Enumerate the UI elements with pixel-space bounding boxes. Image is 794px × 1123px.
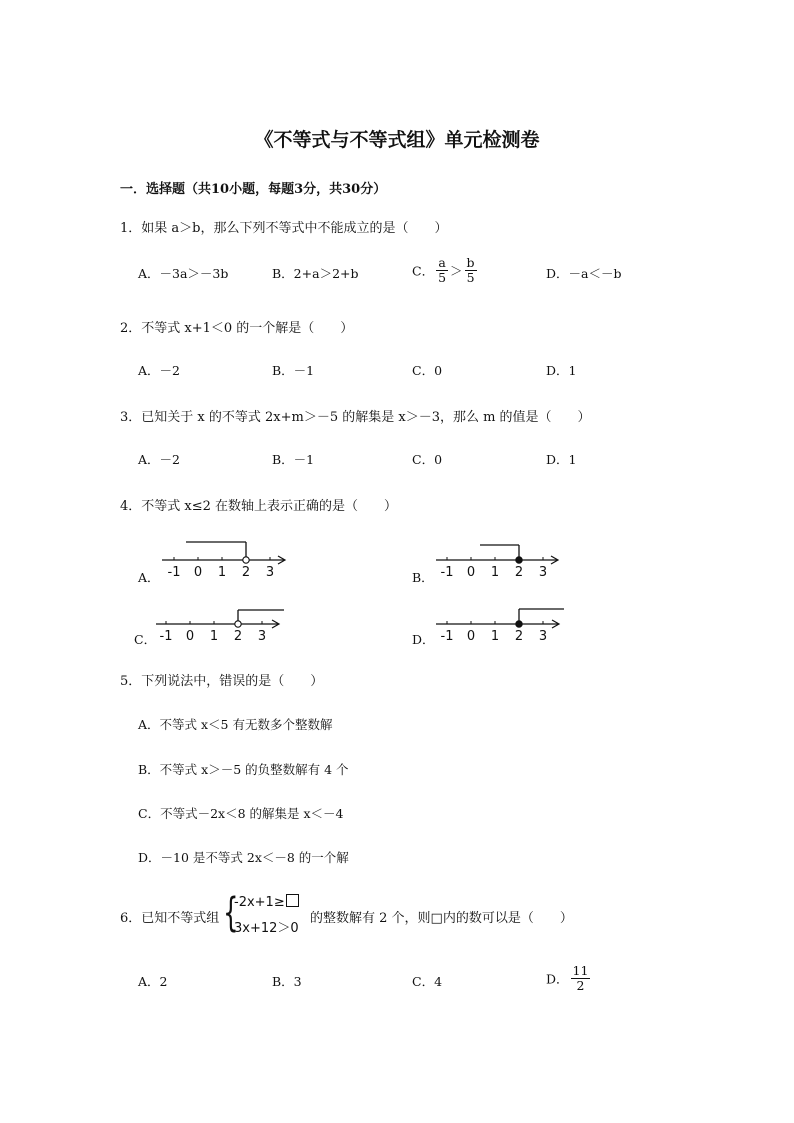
option-d-label: D．: [546, 971, 569, 987]
closed-point: [516, 621, 522, 627]
question-5-option-d: D．－10 是不等式 2x＜－8 的一个解: [138, 850, 349, 865]
section-heading: 一．选择题（共10小题，每题3分，共30分）: [120, 182, 387, 197]
fraction-denominator: 5: [438, 269, 447, 285]
tick-label: 2: [514, 565, 524, 580]
question-2-stem: 2．不等式 x+1＜0 的一个解是（ ）: [120, 321, 354, 336]
inequality-system: [218, 891, 308, 941]
question-6-option-c: C．4: [412, 974, 443, 989]
question-4-option-a-label: A．: [138, 570, 160, 585]
question-5-option-a: A．不等式 x＜5 有无数多个整数解: [138, 717, 333, 732]
fraction-numerator: b: [466, 255, 475, 270]
tick-label: -1: [440, 565, 454, 580]
tick-label: 3: [538, 629, 548, 644]
left-brace: {: [223, 890, 239, 936]
number-line-option-a: [158, 536, 293, 582]
question-4-option-b-label: B．: [412, 570, 434, 585]
question-3-option-d: D．1: [546, 452, 577, 467]
tick-label: -1: [159, 629, 173, 644]
fraction-numerator: 11: [572, 963, 589, 978]
fraction-11-over-2: [571, 964, 591, 993]
question-6-stem-after: 的整数解有 2 个，则□内的数可以是（ ）: [310, 911, 573, 926]
tick-label: 0: [185, 629, 195, 644]
question-3-option-c: C．0: [412, 452, 443, 467]
tick-label: 1: [490, 565, 500, 580]
tick-label: 3: [265, 565, 275, 580]
question-6-option-b: B．3: [272, 974, 302, 989]
question-1-option-a: A．－3a＞－3b: [138, 266, 229, 281]
system-line-1: [234, 894, 299, 910]
tick-label: 0: [466, 565, 476, 580]
fraction-denominator: 2: [576, 977, 585, 993]
system-line-1-text: -2x+1≥: [234, 895, 285, 910]
tick-label: 2: [514, 629, 524, 644]
number-line-option-c: [152, 600, 292, 646]
tick-label: 3: [257, 629, 267, 644]
open-point: [235, 621, 241, 627]
question-2-option-a: A．－2: [138, 363, 180, 378]
tick-label: 1: [217, 565, 227, 580]
question-3-option-b: B．－1: [272, 452, 315, 467]
question-1-option-b: B．2+a＞2+b: [272, 266, 359, 281]
question-3-stem: 3．已知关于 x 的不等式 2x+m＞－5 的解集是 x＞－3，那么 m 的值是（ ）: [120, 410, 591, 425]
tick-label: -1: [440, 629, 454, 644]
question-4-option-c-label: C．: [134, 632, 157, 647]
question-6-option-d: [546, 964, 592, 993]
question-1-option-c: [412, 256, 479, 285]
question-5-option-c: C．不等式－2x＜8 的解集是 x＜－4: [138, 806, 344, 821]
fraction-denominator: 5: [466, 269, 475, 285]
question-6-stem-before: 6．已知不等式组: [120, 911, 220, 926]
system-line-2: 3x+12＞0: [234, 921, 299, 936]
question-3-option-a: A．－2: [138, 452, 180, 467]
question-6-option-a: A．2: [138, 974, 168, 989]
page-title: 《不等式与不等式组》单元检测卷: [254, 129, 540, 151]
question-5-stem: 5．下列说法中，错误的是（ ）: [120, 674, 324, 689]
tick-label: 1: [490, 629, 500, 644]
number-line-option-d: [432, 600, 572, 646]
tick-label: -1: [167, 565, 181, 580]
tick-label: 3: [538, 565, 548, 580]
option-c-label: C．: [412, 263, 435, 279]
question-1-stem: 1．如果 a＞b，那么下列不等式中不能成立的是（ ）: [120, 221, 448, 236]
question-2-option-b: B．－1: [272, 363, 315, 378]
question-2-option-c: C．0: [412, 363, 443, 378]
question-4-stem: 4．不等式 x≤2 在数轴上表示正确的是（ ）: [120, 499, 398, 514]
relation-symbol: ＞: [450, 263, 463, 279]
fraction-a-over-5: [436, 256, 448, 285]
open-point: [243, 557, 249, 563]
tick-label: 0: [193, 565, 203, 580]
closed-point: [516, 557, 522, 563]
question-1-option-d: D．－a＜－b: [546, 266, 622, 281]
tick-label: 0: [466, 629, 476, 644]
question-2-option-d: D．1: [546, 363, 577, 378]
question-5-option-b: B．不等式 x＞－5 的负整数解有 4 个: [138, 762, 349, 777]
fraction-numerator: a: [436, 256, 448, 271]
question-4-option-d-label: D．: [412, 632, 435, 647]
number-line-option-b: [432, 536, 567, 582]
tick-label: 1: [209, 629, 219, 644]
tick-label: 2: [241, 565, 251, 580]
blank-box-icon: [286, 894, 299, 907]
fraction-b-over-5: [465, 256, 477, 285]
tick-label: 2: [233, 629, 243, 644]
